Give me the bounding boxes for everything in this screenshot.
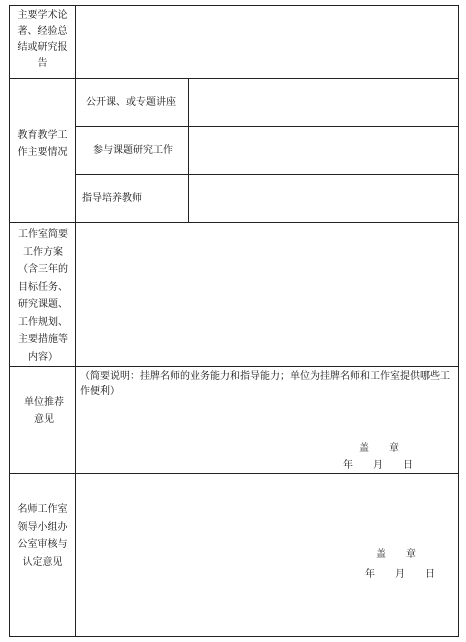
unit-note: （简要说明：挂牌名师的业务能力和指导能力；单位为挂牌名师和工作室提供哪些工作便利） (80, 371, 450, 397)
unit-label: 单位推荐意见 (24, 397, 64, 425)
col-border (9, 5, 10, 636)
teaching-item-research: 参与课题研究工作 (93, 145, 173, 156)
teaching-item-mentoring: 指导培养教师 (82, 193, 142, 204)
unit-date: 年 月 日 (343, 460, 413, 471)
office-date: 年 月 日 (365, 569, 435, 580)
office-label: 名师工作室领导小组办公室审核与认定意见 (17, 504, 68, 568)
row-border (9, 366, 459, 367)
research-content-cell[interactable] (189, 127, 458, 174)
open-class-content-cell[interactable] (189, 79, 458, 126)
unit-seal: 盖 章 (359, 443, 399, 454)
teaching-item-open-class: 公开课、或专题讲座 (86, 97, 176, 108)
plan-content-cell[interactable] (76, 223, 458, 366)
papers-label: 主要学术论著、经验总结或研究报告 (17, 10, 68, 69)
office-seal: 盖 章 (376, 549, 416, 560)
plan-label: 工作室简要工作方案（含三年的目标任务、研究课题、工作规划、主要措施等内容） (18, 229, 68, 363)
mentoring-content-cell[interactable] (189, 175, 458, 222)
papers-content-cell[interactable] (76, 6, 458, 78)
row-border (9, 636, 459, 637)
teaching-label: 教育教学工作主要情况 (17, 130, 68, 158)
col-border (458, 5, 459, 636)
